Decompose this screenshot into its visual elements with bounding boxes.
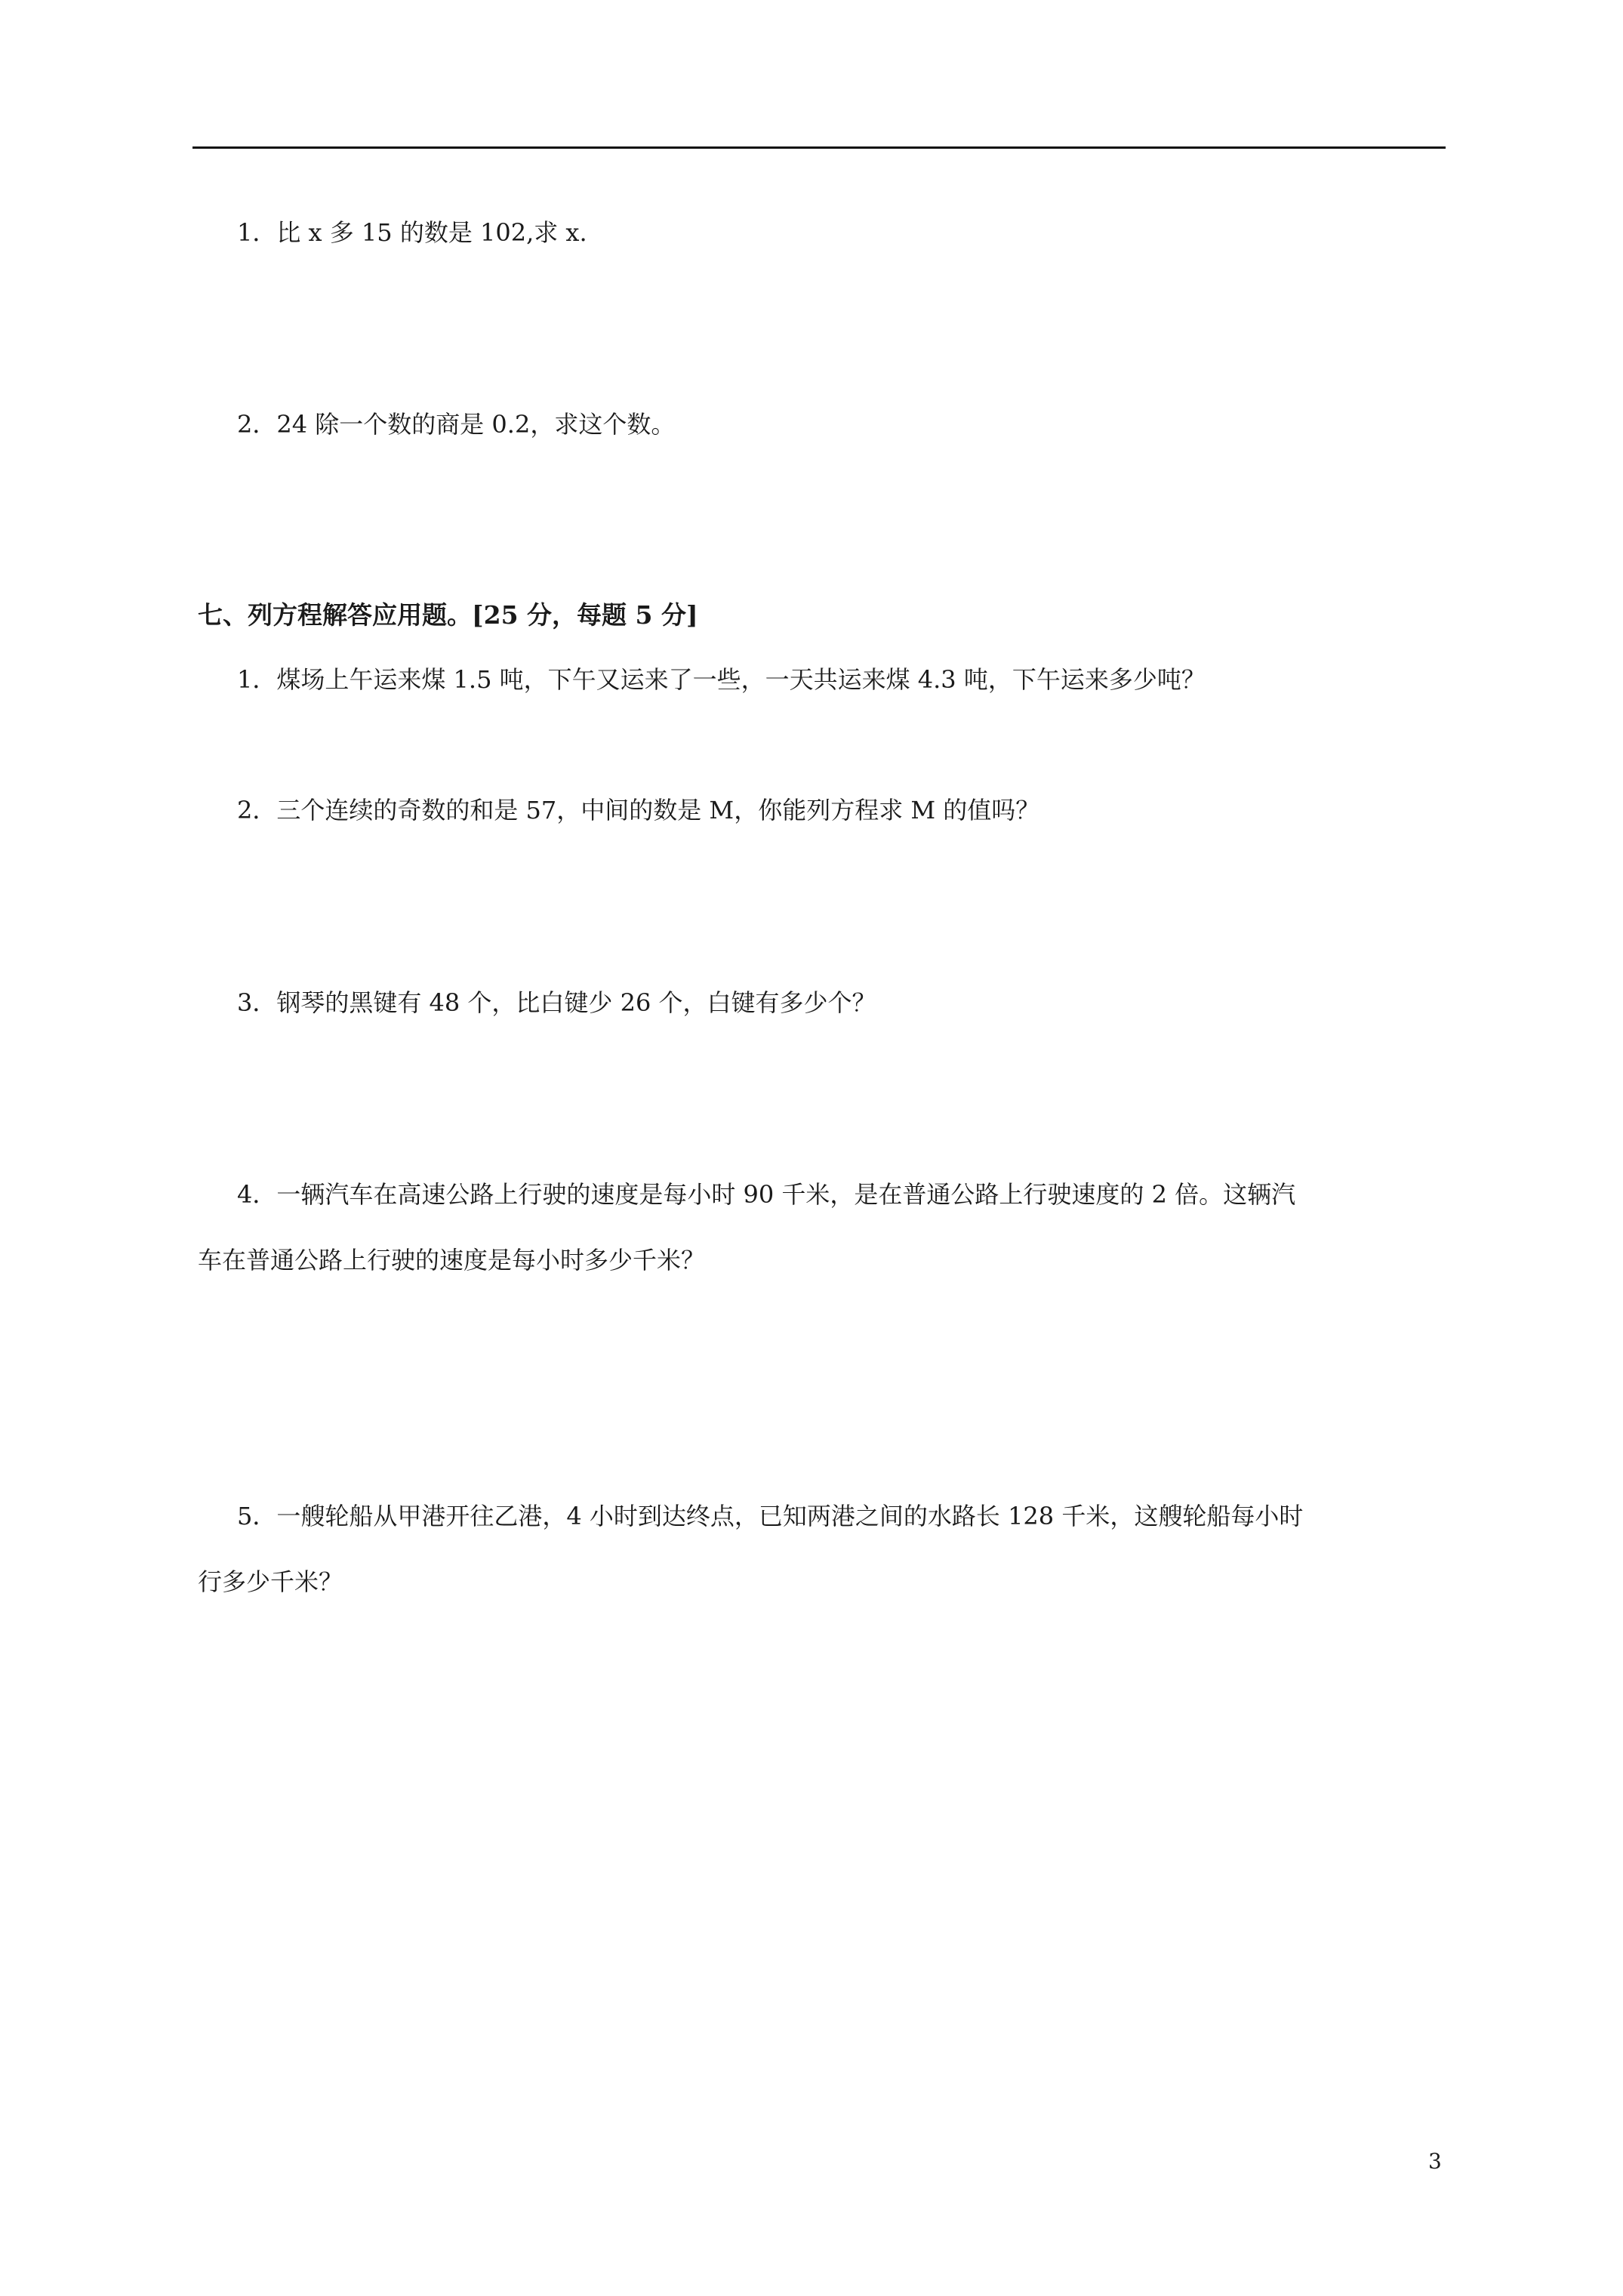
- section7-problem-2: 2．三个连续的奇数的和是 57，中间的数是 M，你能列方程求 M 的值吗？: [237, 796, 1040, 824]
- section7-problem-1: 1．煤场上午运来煤 1.5 吨，下午又运来了一些，一天共运来煤 4.3 吨，下午运来多少吨？: [237, 665, 1206, 694]
- section7-problem-4-line-1: 4．一辆汽车在高速公路上行驶的速度是每小时 90 千米，是在普通公路上行驶速度的 2 倍。这辆汽: [237, 1180, 1296, 1209]
- section6-item-1: 1．比 x 多 15 的数是 102,求 x.: [237, 218, 587, 247]
- section7-problem-4-line-2: 车在普通公路上行驶的速度是每小时多少千米？: [198, 1246, 706, 1274]
- section7-problem-5-line-2: 行多少千米？: [198, 1567, 343, 1596]
- section7-problem-3: 3．钢琴的黑键有 48 个，比白键少 26 个，白键有多少个？: [237, 988, 876, 1017]
- section7-problem-5-line-1: 5．一艘轮船从甲港开往乙港，4 小时到达终点，已知两港之间的水路长 128 千米，这艘轮船每小时: [237, 1502, 1304, 1530]
- header-rule: [192, 146, 1446, 149]
- section7-heading: 七、列方程解答应用题。[25 分，每题 5 分]: [198, 600, 698, 630]
- section6-item-2: 2．24 除一个数的商是 0.2，求这个数。: [237, 410, 676, 439]
- page-number: 3: [1428, 2149, 1442, 2174]
